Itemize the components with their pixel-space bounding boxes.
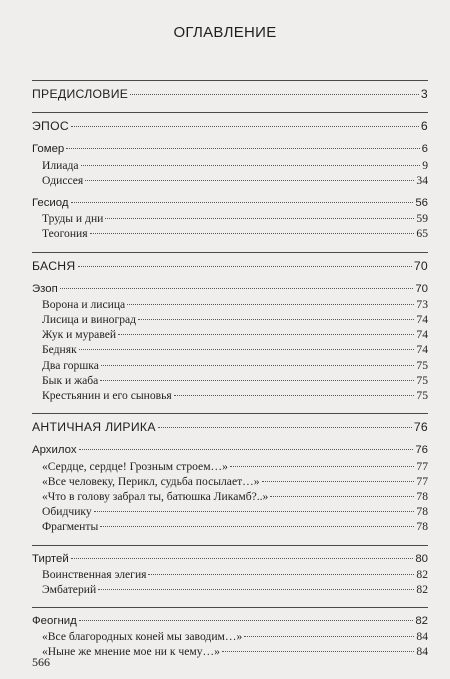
entry-page-number: 74 (416, 313, 428, 327)
spacer (32, 188, 428, 196)
toc-work-entry (32, 297, 428, 312)
entry-label: Илиада (42, 158, 79, 172)
entry-label: Теогония (42, 227, 88, 241)
dot-leader (230, 465, 414, 467)
dot-leader (100, 525, 414, 527)
toc-section (32, 413, 428, 534)
entry-label: «Ныне же мнение мое ни к чему…» (42, 645, 220, 659)
entry-page-number: 80 (415, 552, 428, 565)
toc-work-entry (32, 474, 428, 489)
entry-page-number: 84 (416, 630, 428, 644)
entry-label: Бедняк (42, 343, 77, 357)
toc-author-entry (32, 282, 428, 297)
toc-work-entry (32, 504, 428, 519)
toc-work-entry (32, 358, 428, 373)
spacer (32, 134, 428, 142)
dot-leader (79, 448, 414, 450)
entry-page-number: 78 (416, 520, 428, 534)
toc-work-entry (32, 342, 428, 357)
entry-label: ЭПОС (32, 119, 70, 134)
entry-label: Эмбатерий (42, 582, 97, 596)
dot-leader (79, 348, 415, 350)
entry-label: Труды и дни (42, 212, 104, 226)
entry-page-number: 82 (415, 615, 428, 628)
dot-leader (90, 232, 415, 234)
toc-section-heading (32, 119, 428, 134)
entry-page-number: 6 (421, 143, 428, 156)
toc-author-entry (32, 196, 428, 211)
entry-label: «Все благородных коней мы заводим…» (42, 630, 243, 644)
entry-label: «Все человеку, Перикл, судьба посылает…» (42, 474, 260, 488)
entry-label: ПРЕДИСЛОВИЕ (32, 87, 129, 101)
toc-section (32, 545, 428, 598)
entry-page-number: 75 (416, 373, 428, 387)
toc-author-entry (32, 443, 428, 458)
entry-page-number: 78 (416, 489, 428, 503)
dot-leader (100, 379, 414, 381)
toc-work-entry (32, 226, 428, 241)
dot-leader (127, 303, 414, 305)
entry-page-number: 77 (416, 474, 428, 488)
dot-leader (130, 93, 419, 95)
toc-work-entry (32, 173, 428, 188)
entry-label: Бык и жаба (42, 373, 99, 387)
dot-leader (138, 318, 414, 320)
toc-work-entry (32, 519, 428, 534)
toc-work-entry (32, 644, 428, 659)
toc-work-entry (32, 629, 428, 644)
toc-work-entry (32, 582, 428, 597)
entry-page-number: 84 (416, 645, 428, 659)
entry-label: Жук и муравей (42, 328, 117, 342)
dot-leader (244, 635, 414, 637)
entry-label: Феогнид (32, 615, 77, 628)
entry-label: «Что в голову забрал ты, батюшка Ликамб?..» (42, 489, 269, 503)
entry-page-number: 75 (416, 358, 428, 372)
entry-page-number: 75 (416, 389, 428, 402)
toc-work-entry (32, 489, 428, 504)
table-of-contents (32, 80, 428, 660)
entry-page-number: 59 (416, 212, 428, 226)
dot-leader (158, 426, 412, 428)
page-number: 566 (32, 655, 50, 669)
entry-label: Эзоп (32, 282, 58, 295)
toc-work-entry (32, 459, 428, 474)
entry-page-number: 77 (416, 459, 428, 473)
entry-page-number: 73 (416, 297, 428, 311)
entry-page-number: 70 (413, 258, 428, 273)
toc-work-entry (32, 211, 428, 226)
spacer (32, 435, 428, 443)
entry-page-number: 34 (416, 173, 428, 187)
toc-work-entry (32, 388, 428, 403)
entry-page-number: 82 (416, 582, 428, 596)
entry-label: Тиртей (32, 552, 69, 565)
toc-work-entry (32, 327, 428, 342)
entry-label: Два горшка (42, 358, 99, 372)
entry-page-number: 76 (415, 444, 428, 457)
toc-author-entry (32, 552, 428, 567)
dot-leader (94, 510, 415, 512)
entry-page-number: 65 (416, 227, 428, 241)
toc-work-entry (32, 567, 428, 582)
toc-author-entry (32, 614, 428, 629)
toc-section-heading (32, 259, 428, 274)
entry-label: АНТИЧНАЯ ЛИРИКА (32, 420, 156, 435)
toc-work-entry (32, 373, 428, 388)
entry-label: Гесиод (32, 196, 69, 209)
page-title: ОГЛАВЛЕНИЕ (173, 24, 277, 41)
dot-leader (148, 573, 414, 575)
entry-page-number: 74 (416, 328, 428, 342)
dot-leader (174, 394, 415, 396)
toc-work-entry (32, 158, 428, 173)
toc-author-entry (32, 142, 428, 157)
entry-page-number: 9 (422, 158, 428, 172)
dot-leader (118, 333, 414, 335)
entry-label: Лисица и виноград (42, 313, 137, 327)
dot-leader (71, 201, 414, 203)
entry-page-number: 3 (420, 87, 428, 101)
entry-label: Обидчику (42, 505, 92, 519)
dot-leader (71, 557, 414, 559)
dot-leader (81, 164, 421, 166)
entry-label: «Сердце, сердце! Грозным строем…» (42, 459, 228, 473)
entry-label: Архилох (32, 444, 77, 457)
dot-leader (71, 125, 419, 127)
entry-label: Одиссея (42, 173, 84, 187)
dot-leader (85, 179, 414, 181)
entry-label: Воинственная элегия (42, 567, 147, 581)
dot-leader (60, 287, 414, 289)
entry-page-number: 76 (413, 420, 428, 435)
dot-leader (222, 650, 414, 652)
dot-leader (101, 364, 415, 366)
entry-label: Гомер (32, 143, 65, 156)
dot-leader (98, 588, 414, 590)
entry-page-number: 78 (416, 505, 428, 519)
toc-section (32, 80, 428, 102)
toc-work-entry (32, 312, 428, 327)
dot-leader (78, 265, 412, 267)
dot-leader (79, 619, 414, 621)
toc-section-heading (32, 87, 428, 102)
entry-page-number: 74 (416, 343, 428, 357)
entry-page-number: 56 (415, 196, 428, 209)
dot-leader (66, 147, 419, 149)
toc-section (32, 252, 428, 404)
entry-label: Ворона и лисица (42, 297, 126, 311)
entry-page-number: 6 (420, 119, 428, 134)
entry-label: Фрагменты (42, 520, 99, 534)
toc-section (32, 607, 428, 660)
dot-leader (262, 480, 415, 482)
spacer (32, 274, 428, 282)
entry-page-number: 82 (416, 567, 428, 581)
entry-page-number: 70 (415, 282, 428, 295)
dot-leader (270, 495, 414, 497)
toc-section-heading (32, 420, 428, 435)
toc-section (32, 112, 428, 241)
entry-label: Крестьянин и его сыновья (42, 389, 172, 402)
entry-label: БАСНЯ (32, 258, 76, 273)
dot-leader (105, 217, 414, 219)
